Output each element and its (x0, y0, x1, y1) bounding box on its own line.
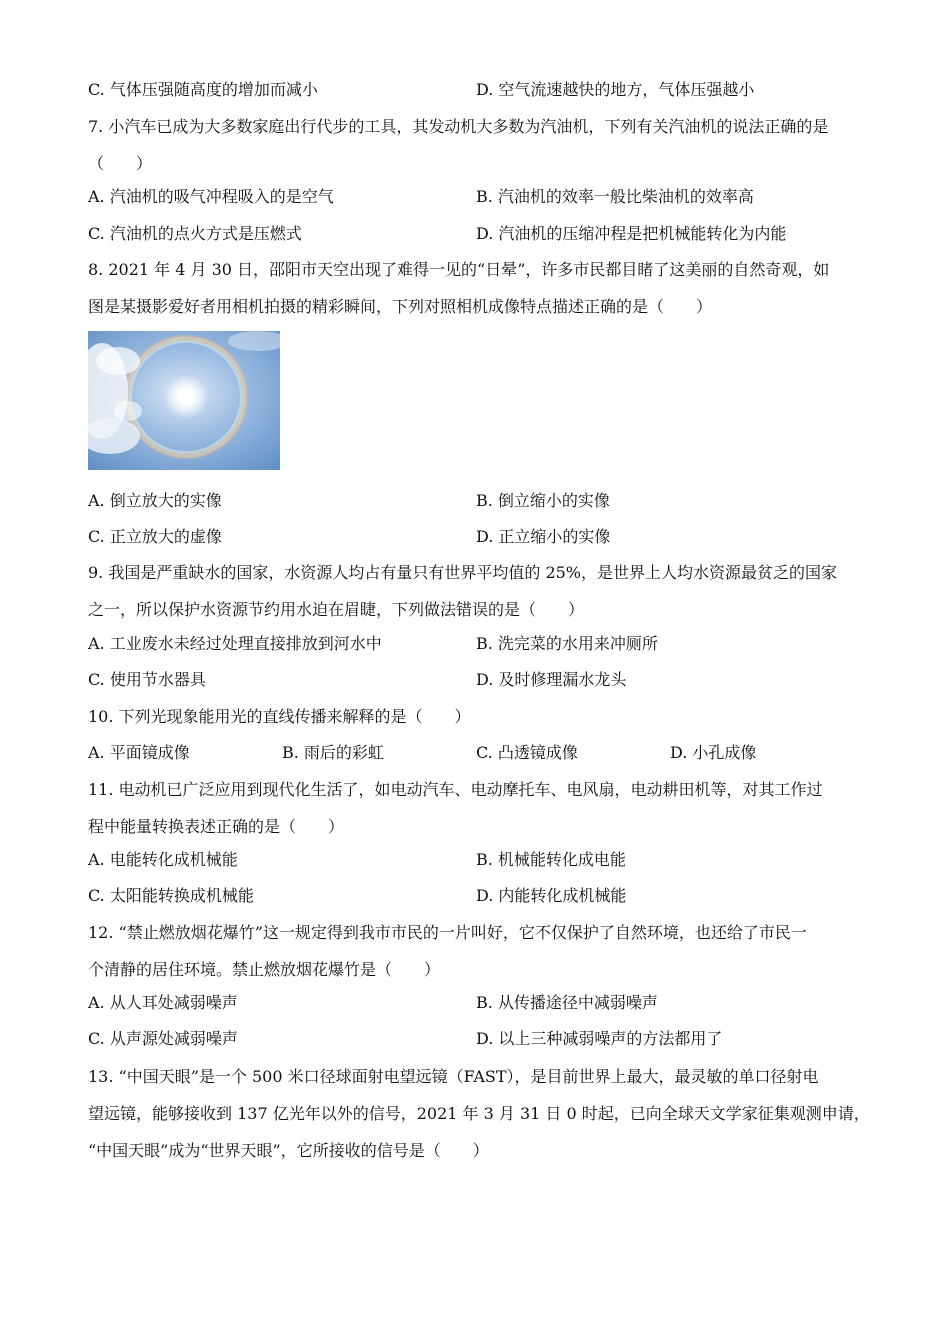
q12-stem-line2: 个清静的居住环境。禁止燃放烟花爆竹是（ ） (88, 960, 441, 979)
q9-option-a: A. 工业废水未经过处理直接排放到河水中 (88, 634, 382, 653)
q10-option-b: B. 雨后的彩虹 (282, 743, 384, 762)
q12-option-c: C. 从声源处减弱噪声 (88, 1029, 238, 1048)
q10-option-a: A. 平面镜成像 (88, 743, 190, 762)
q7-option-d: D. 汽油机的压缩冲程是把机械能转化为内能 (476, 224, 787, 243)
q12-option-d: D. 以上三种减弱噪声的方法都用了 (476, 1029, 723, 1048)
q12-stem-line1: 12. “禁止燃放烟花爆竹”这一规定得到我市市民的一片叫好，它不仅保护了自然环境，也还给了市民一 (88, 923, 807, 942)
q8-stem-line2: 图是某摄影爱好者用相机拍摄的精彩瞬间，下列对照相机成像特点描述正确的是（ ） (88, 297, 713, 316)
q11-option-a: A. 电能转化成机械能 (88, 850, 238, 869)
q9-option-d: D. 及时修理漏水龙头 (476, 670, 627, 689)
q13-stem-line2: 望远镜，能够接收到 137 亿光年以外的信号，2021 年 3 月 31 日 0 时起，已向全球天文学家征集观测申请， (88, 1104, 870, 1123)
q8-stem-line1: 8. 2021 年 4 月 30 日，邵阳市天空出现了难得一见的“日晕”，许多市民都目睹了这美丽的自然奇观，如 (88, 260, 830, 279)
q9-stem-line1: 9. 我国是严重缺水的国家，水资源人均占有量只有世界平均值的 25%，是世界上人均水资源最贫乏的国家 (88, 563, 838, 582)
sun-halo-photo (88, 331, 280, 470)
q7-stem-line2: （ ） (88, 154, 153, 173)
q8-option-a: A. 倒立放大的实像 (88, 491, 222, 510)
q11-stem-line2: 程中能量转换表述正确的是（ ） (88, 817, 345, 836)
q10-stem: 10. 下列光现象能用光的直线传播来解释的是（ ） (88, 707, 471, 726)
q13-stem-line3: “中国天眼”成为“世界天眼”，它所接收的信号是（ ） (88, 1141, 489, 1160)
q6-option-c: C. 气体压强随高度的增加而减小 (88, 80, 318, 99)
q12-option-b: B. 从传播途径中减弱噪声 (476, 993, 658, 1012)
q8-option-c: C. 正立放大的虚像 (88, 527, 222, 546)
q7-stem-line1: 7. 小汽车已成为大多数家庭出行代步的工具，其发动机大多数为汽油机，下列有关汽油机的说法正确的是 (88, 117, 829, 136)
q10-option-c: C. 凸透镜成像 (476, 743, 578, 762)
q12-option-a: A. 从人耳处减弱噪声 (88, 993, 238, 1012)
q8-option-b: B. 倒立缩小的实像 (476, 491, 610, 510)
q11-stem-line1: 11. 电动机已广泛应用到现代化生活了，如电动汽车、电动摩托车、电风扇，电动耕田机等，对其工作过 (88, 780, 823, 799)
q6-option-d: D. 空气流速越快的地方，气体压强越小 (476, 80, 755, 99)
q7-option-a: A. 汽油机的吸气冲程吸入的是空气 (88, 187, 334, 206)
q8-option-d: D. 正立缩小的实像 (476, 527, 611, 546)
q9-option-b: B. 洗完菜的水用来冲厕所 (476, 634, 658, 653)
q9-stem-line2: 之一，所以保护水资源节约用水迫在眉睫，下列做法错误的是（ ） (88, 600, 585, 619)
q10-option-d: D. 小孔成像 (670, 743, 757, 762)
q11-option-c: C. 太阳能转换成机械能 (88, 886, 254, 905)
q7-option-b: B. 汽油机的效率一般比柴油机的效率高 (476, 187, 754, 206)
q11-option-b: B. 机械能转化成电能 (476, 850, 626, 869)
q9-option-c: C. 使用节水器具 (88, 670, 206, 689)
q13-stem-line1: 13. “中国天眼”是一个 500 米口径球面射电望远镜（FAST），是目前世界上最大，最灵敏的单口径射电 (88, 1067, 819, 1086)
q7-option-c: C. 汽油机的点火方式是压燃式 (88, 224, 302, 243)
q11-option-d: D. 内能转化成机械能 (476, 886, 627, 905)
